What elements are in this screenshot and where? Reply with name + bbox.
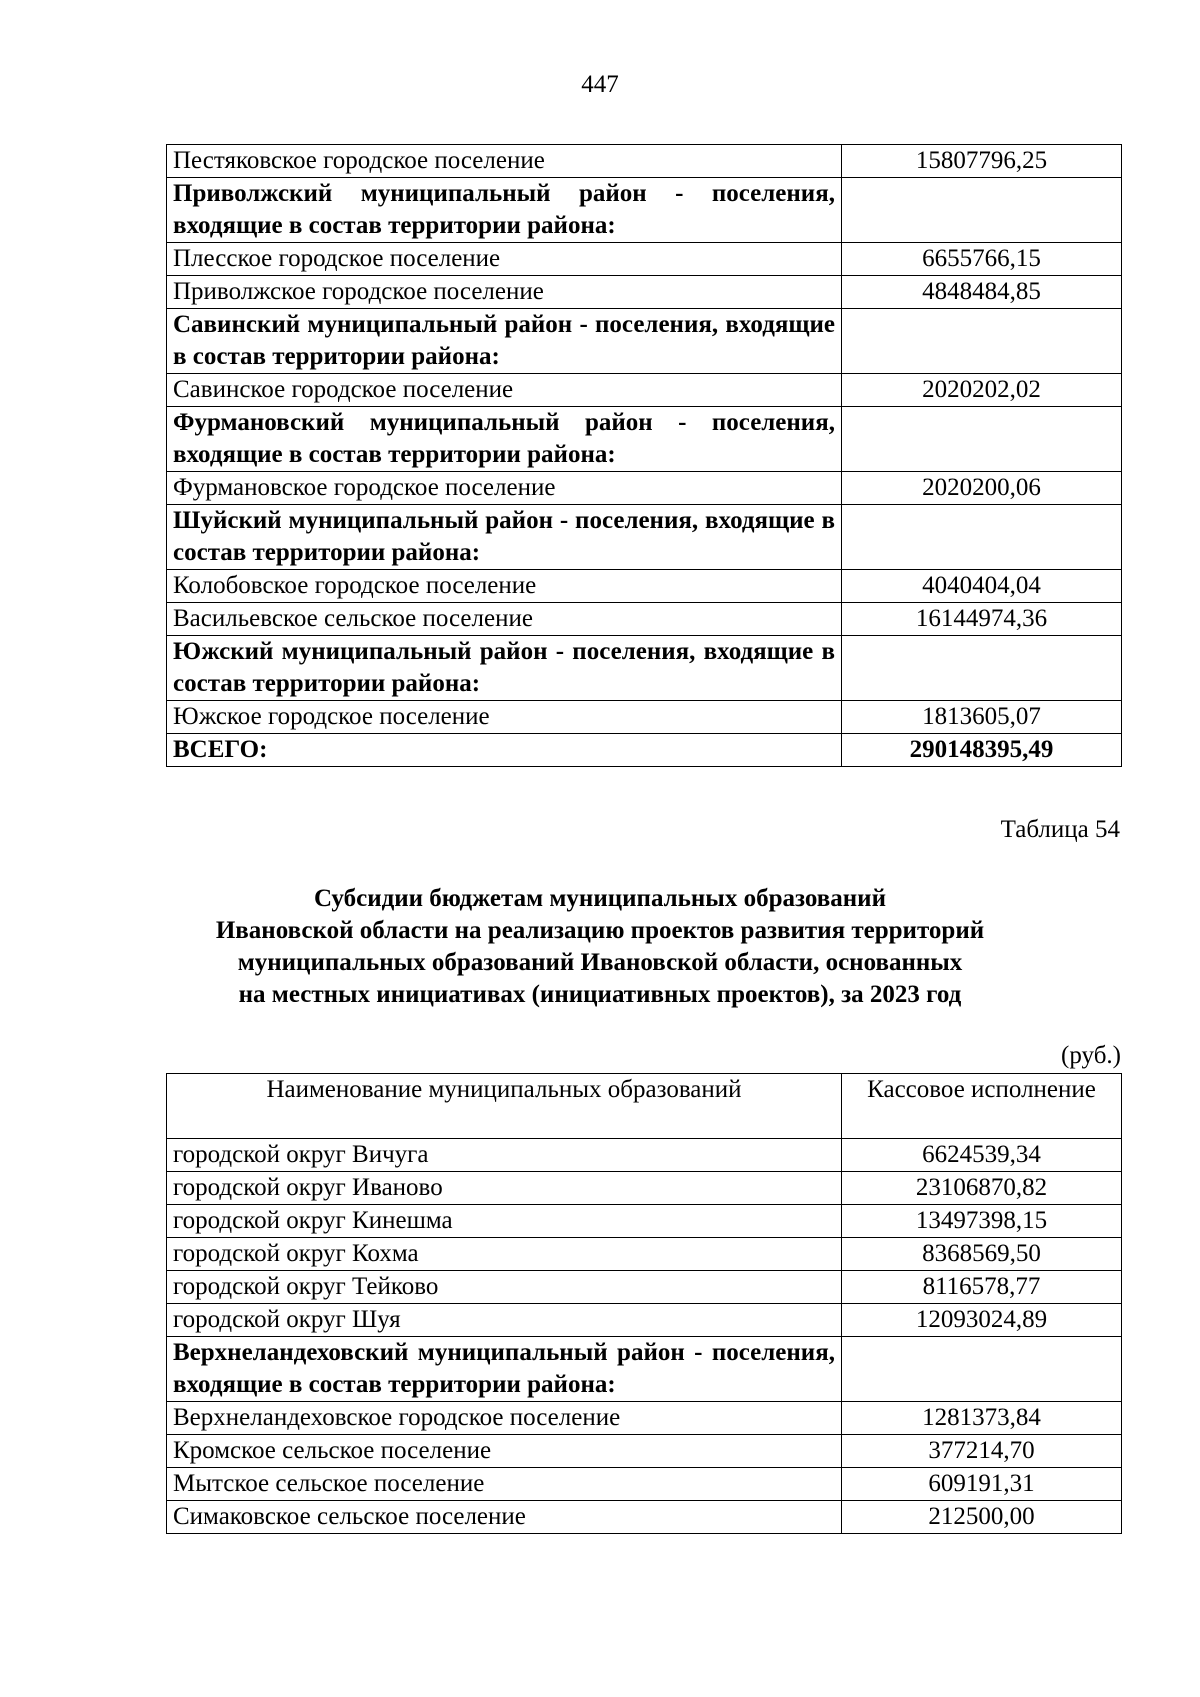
group-row [167,309,1122,374]
row-value-cell [842,178,1122,243]
table-row [167,1468,1122,1501]
row-name-cell: городской округ Шуя [167,1304,842,1337]
row-value-cell [842,1337,1122,1402]
table-row [167,145,1122,178]
table-row [167,1304,1122,1337]
table-row [167,701,1122,734]
page-number: 447 [581,71,619,98]
row-name-cell: Приволжский муниципальный район - поселения, входящие в состав территории района: [167,178,842,243]
row-name-cell: Верхнеландеховское городское поселение [167,1402,842,1435]
group-row [167,636,1122,701]
row-value-cell: 8368569,50 [842,1238,1122,1271]
table-row [167,1172,1122,1205]
group-row [167,178,1122,243]
table-row [167,472,1122,505]
row-value-cell: 1281373,84 [842,1402,1122,1435]
row-value-cell: 8116578,77 [842,1271,1122,1304]
row-name-cell: Фурмановское городское поселение [167,472,842,505]
table-row [167,603,1122,636]
row-name-cell: Плесское городское поселение [167,243,842,276]
row-value-cell: 377214,70 [842,1435,1122,1468]
row-name-cell: Шуйский муниципальный район - поселения, входящие в состав территории района: [167,505,842,570]
subsidy-table-continued-body [167,145,1122,767]
row-value-cell: 2020200,06 [842,472,1122,505]
table-header-row [167,1074,1122,1139]
row-value-cell: 4040404,04 [842,570,1122,603]
row-value-cell: 4848484,85 [842,276,1122,309]
row-value-cell: 12093024,89 [842,1304,1122,1337]
row-value-cell: 16144974,36 [842,603,1122,636]
row-value-cell [842,636,1122,701]
row-name-cell: городской округ Кинешма [167,1205,842,1238]
row-value-cell: 13497398,15 [842,1205,1122,1238]
row-name-cell: Кромское сельское поселение [167,1435,842,1468]
row-value-cell [842,407,1122,472]
row-value-cell: 290148395,49 [842,734,1122,767]
row-value-cell: 23106870,82 [842,1172,1122,1205]
row-value-cell [842,309,1122,374]
row-name-cell: Южское городское поселение [167,701,842,734]
row-name-cell: Южский муниципальный район - поселения, входящие в состав территории района: [167,636,842,701]
row-name-cell: Савинский муниципальный район - поселения, входящие в состав территории района: [167,309,842,374]
table-row [167,1238,1122,1271]
table-row [167,243,1122,276]
row-name-cell: Савинское городское поселение [167,374,842,407]
row-name-cell: городской округ Тейково [167,1271,842,1304]
row-name-cell: Приволжское городское поселение [167,276,842,309]
table-title [0,883,1200,1011]
table-row [167,1402,1122,1435]
unit-label: (руб.) [1061,1042,1121,1069]
row-value-cell: 6624539,34 [842,1139,1122,1172]
table-caption: Таблица 54 [1000,816,1120,843]
row-name-cell: ВСЕГО: [167,734,842,767]
total-row [167,734,1122,767]
subsidy-table-continued [166,144,1122,767]
row-value-cell: 212500,00 [842,1501,1122,1534]
row-name-cell: Симаковское сельское поселение [167,1501,842,1534]
row-name-cell: Колобовское городское поселение [167,570,842,603]
row-value-cell [842,505,1122,570]
table-row [167,1205,1122,1238]
table-row [167,1501,1122,1534]
table-row [167,1139,1122,1172]
row-value-cell: 6655766,15 [842,243,1122,276]
header-name-column: Наименование муниципальных образований [167,1074,842,1139]
group-row [167,407,1122,472]
subsidy-table [166,1073,1122,1534]
row-name-cell: городской округ Вичуга [167,1139,842,1172]
row-name-cell: Мытское сельское поселение [167,1468,842,1501]
table-row [167,1435,1122,1468]
group-row [167,1337,1122,1402]
row-name-cell: Васильевское сельское поселение [167,603,842,636]
row-value-cell: 15807796,25 [842,145,1122,178]
group-row [167,505,1122,570]
row-name-cell: Фурмановский муниципальный район - поселения, входящие в состав территории района: [167,407,842,472]
row-value-cell: 609191,31 [842,1468,1122,1501]
table-title-line: муниципальных образований Ивановской области, основанных [237,949,963,976]
table-row [167,276,1122,309]
row-name-cell: Пестяковское городское поселение [167,145,842,178]
table-row [167,570,1122,603]
row-name-cell: городской округ Иваново [167,1172,842,1205]
row-name-cell: Верхнеландеховский муниципальный район - поселения, входящие в состав территории района: [167,1337,842,1402]
table-title-line: Ивановской области на реализацию проектов развития территорий [215,917,985,944]
table-row [167,1271,1122,1304]
table-title-line: Субсидии бюджетам муниципальных образований [314,885,886,912]
row-name-cell: городской округ Кохма [167,1238,842,1271]
subsidy-table-body [167,1139,1122,1534]
table-row [167,374,1122,407]
table-title-line: на местных инициативах (инициативных проектов), за 2023 год [238,981,962,1008]
row-value-cell: 1813605,07 [842,701,1122,734]
row-value-cell: 2020202,02 [842,374,1122,407]
header-value-column: Кассовое исполнение [842,1074,1122,1139]
